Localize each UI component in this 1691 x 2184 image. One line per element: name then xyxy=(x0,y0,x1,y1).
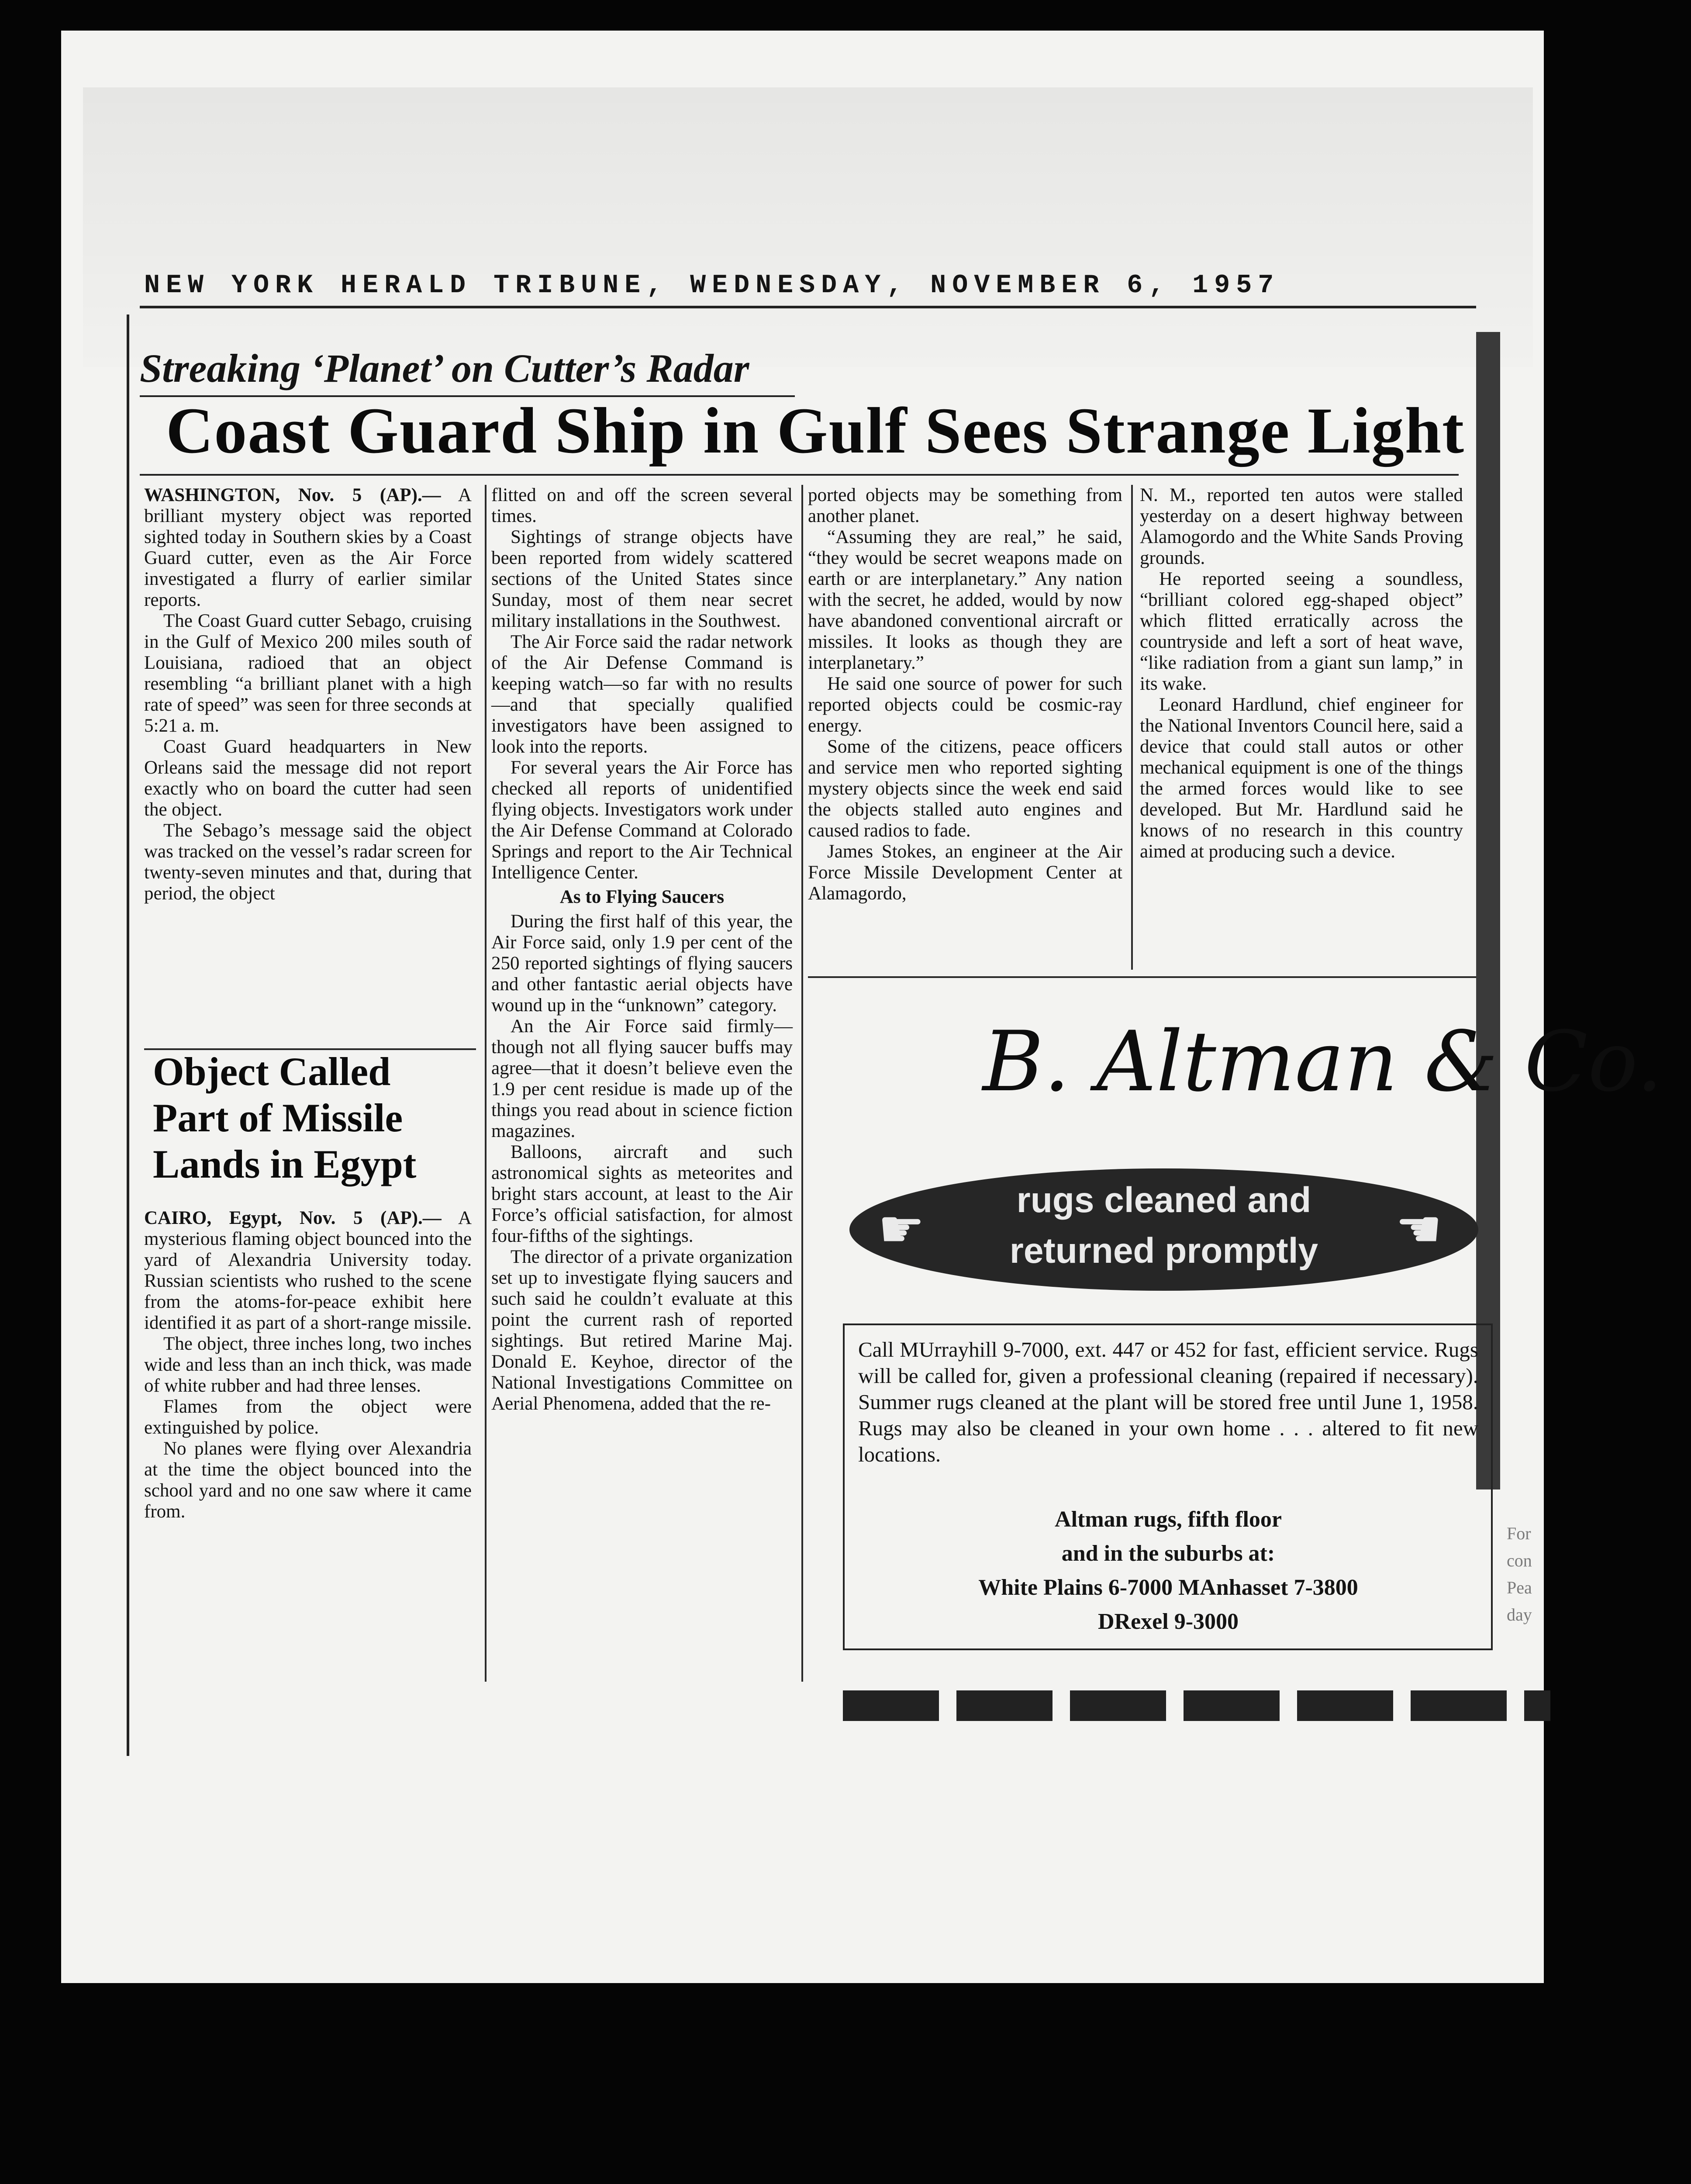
side-headline-line: Object Called xyxy=(153,1049,391,1094)
headline-rule xyxy=(140,474,1459,476)
article-column-1 xyxy=(144,485,472,904)
side-article xyxy=(144,1208,472,1522)
masthead: NEW YORK HERALD TRIBUNE, WEDNESDAY, NOVEMBER 6, 1957 xyxy=(144,271,1280,301)
ad-banner-line: rugs cleaned and xyxy=(1016,1180,1311,1220)
paragraph: James Stokes, an engineer at the Air Force Missile Development Center at Alamagordo, xyxy=(808,841,1122,904)
ad-footer-line: DRexel 9-3000 xyxy=(1097,1609,1239,1634)
paragraph: During the first half of this year, the Air Force said, only 1.9 per cent of the 250 reported sightings of flying saucers and other fantastic aerial objects have wound up in the “unknown” category. xyxy=(491,911,793,1016)
masthead-rule xyxy=(140,306,1476,308)
paragraph: Sightings of strange objects have been reported from widely scattered sections of the United States since Sunday, most of them near secret military installations in the Southwest. xyxy=(491,527,793,631)
ad-footer-line: White Plains 6-7000 MAnhasset 7-3800 xyxy=(978,1575,1358,1600)
paragraph: Flames from the object were extinguished by police. xyxy=(144,1396,472,1438)
column-divider xyxy=(485,485,487,1682)
ad-banner-line: returned promptly xyxy=(1009,1231,1318,1271)
margin-fragment: Pea xyxy=(1507,1578,1532,1597)
paragraph: The director of a private organization set up to investigate flying saucers and such said he couldn’t evaluate at this point the current rash of reported sightings. But retired Marine Maj. Donald E. Keyhoe, director of the National Investigations Committee on Aerial Phenomena, added that the re- xyxy=(491,1247,793,1414)
pointing-hand-left-icon: ☛ xyxy=(1395,1200,1443,1258)
ad-footer-line: Altman rugs, fifth floor xyxy=(1055,1507,1282,1532)
paragraph: Leonard Hardlund, chief engineer for the National Inventors Council here, said a device that could stall autos or other mechanical equipment is one of the things the armed forces would like to see developed. But Mr. Hardlund said he knows of no research in this country aimed at producing such a device. xyxy=(1140,695,1463,862)
ad-footer-line: and in the suburbs at: xyxy=(1061,1541,1275,1566)
paragraph: ported objects may be something from another planet. xyxy=(808,485,1122,526)
paragraph: A mysterious flaming object bounced into the yard of Alexandria University today. Russian scientists who rushed to the scene from the atoms-for-peace exhibit here identified it as part of a short-range missile. xyxy=(144,1208,472,1333)
ad-banner-text xyxy=(849,1175,1478,1276)
column-divider xyxy=(1131,485,1133,970)
paragraph: A brilliant mystery object was reported sighted today in Southern skies by a Coast Guard cutter, even as the Air Force investigated a flurry of earlier similar reports. xyxy=(144,485,472,610)
paragraph: For several years the Air Force has checked all reports of unidentified flying objects. Investigators work under the Air Defense Command at Colorado Springs and report to the Air Technical Intelligence Center. xyxy=(491,757,793,883)
paragraph: He said one source of power for such reported objects could be cosmic-ray energy. xyxy=(808,674,1122,736)
margin-fragment: day xyxy=(1507,1605,1532,1624)
cut-headline-fragment xyxy=(843,1690,1550,1721)
altman-logo: B. Altman & Co. xyxy=(983,1013,1663,1110)
paragraph: Balloons, aircraft and such astronomical sights as meteorites and bright stars account, at least to the Air Force’s official satisfaction, for almost four-fifths of the sightings. xyxy=(491,1142,793,1246)
paragraph: The Sebago’s message said the object was tracked on the vessel’s radar screen for twenty-seven minutes and that, during that period, the object xyxy=(144,820,472,904)
paragraph: flitted on and off the screen several times. xyxy=(491,485,793,526)
article-column-2 xyxy=(491,485,793,1414)
margin-fragments xyxy=(1507,1520,1532,1628)
paragraph: The object, three inches long, two inches wide and less than an inch thick, was made of white rubber and had three lenses. xyxy=(144,1334,472,1396)
side-headline-line: Lands in Egypt xyxy=(153,1142,417,1186)
pointing-hand-right-icon: ☛ xyxy=(878,1200,925,1258)
margin-fragment: For xyxy=(1507,1524,1531,1543)
paragraph: “Assuming they are real,” he said, “they would be secret weapons made on earth or are interplanetary.” Any nation with the secret, he added, would by now have abandoned conventional aircraft or missiles. It looks as though they are interplanetary.” xyxy=(808,527,1122,673)
margin-fragment: con xyxy=(1507,1551,1532,1570)
ad-top-rule xyxy=(808,976,1476,978)
kicker: Streaking ‘Planet’ on Cutter’s Radar xyxy=(140,346,749,390)
column-divider xyxy=(801,485,803,1682)
side-headline xyxy=(153,1048,416,1187)
paragraph: No planes were flying over Alexandria at the time the object bounced into the school yard and no one saw where it came from. xyxy=(144,1438,472,1522)
paragraph: The Coast Guard cutter Sebago, cruising in the Gulf of Mexico 200 miles south of Louisiana, radioed that an object resembling “a brilliant planet with a high rate of speed” was seen for three seconds at 5:21 a. m. xyxy=(144,611,472,736)
main-headline: Coast Guard Ship in Gulf Sees Strange Light xyxy=(166,394,1465,467)
paragraph: N. M., reported ten autos were stalled yesterday on a desert highway between Alamogordo and the White Sands Proving grounds. xyxy=(1140,485,1463,568)
adjacent-column-edge xyxy=(1476,332,1500,1489)
subhead: As to Flying Saucers xyxy=(559,887,725,907)
article-column-3 xyxy=(808,485,1122,904)
paragraph: Coast Guard headquarters in New Orleans said the message did not report exactly who on board the cutter had seen the object. xyxy=(144,736,472,820)
ad-footer xyxy=(858,1503,1478,1639)
paragraph: Some of the citizens, peace officers and service men who reported sighting mystery objects since the week end said the objects stalled auto engines and caused radios to fade. xyxy=(808,736,1122,841)
ad-copy: Call MUrrayhill 9-7000, ext. 447 or 452 for fast, efficient service. Rugs will be called for, given a professional cleaning (repaired if necessary). Summer rugs cleaned at the plant will be stored free until June 1, 1958. Rugs may also be cleaned in your own home . . . altered to fit new locations. xyxy=(858,1337,1478,1466)
side-headline-line: Part of Missile xyxy=(153,1095,403,1140)
paragraph: An the Air Force said firmly—though not all flying saucer buffs may agree—that it doesn’t believe even the 1.9 per cent residue is made up of the things you read about in science fiction magazines. xyxy=(491,1016,793,1141)
dateline: CAIRO, Egypt, Nov. 5 (AP).— xyxy=(144,1208,442,1228)
dateline: WASHINGTON, Nov. 5 (AP).— xyxy=(144,485,441,505)
paragraph: He reported seeing a soundless, “brilliant colored egg-shaped object” which flitted erratically across the countryside and left a sort of heat wave, “like radiation from a giant sun lamp,” in its wake. xyxy=(1140,569,1463,694)
article-column-4 xyxy=(1140,485,1463,862)
paragraph: The Air Force said the radar network of the Air Defense Command is keeping watch—so far with no results—and that specially qualified investigators have been assigned to look into the reports. xyxy=(491,632,793,757)
